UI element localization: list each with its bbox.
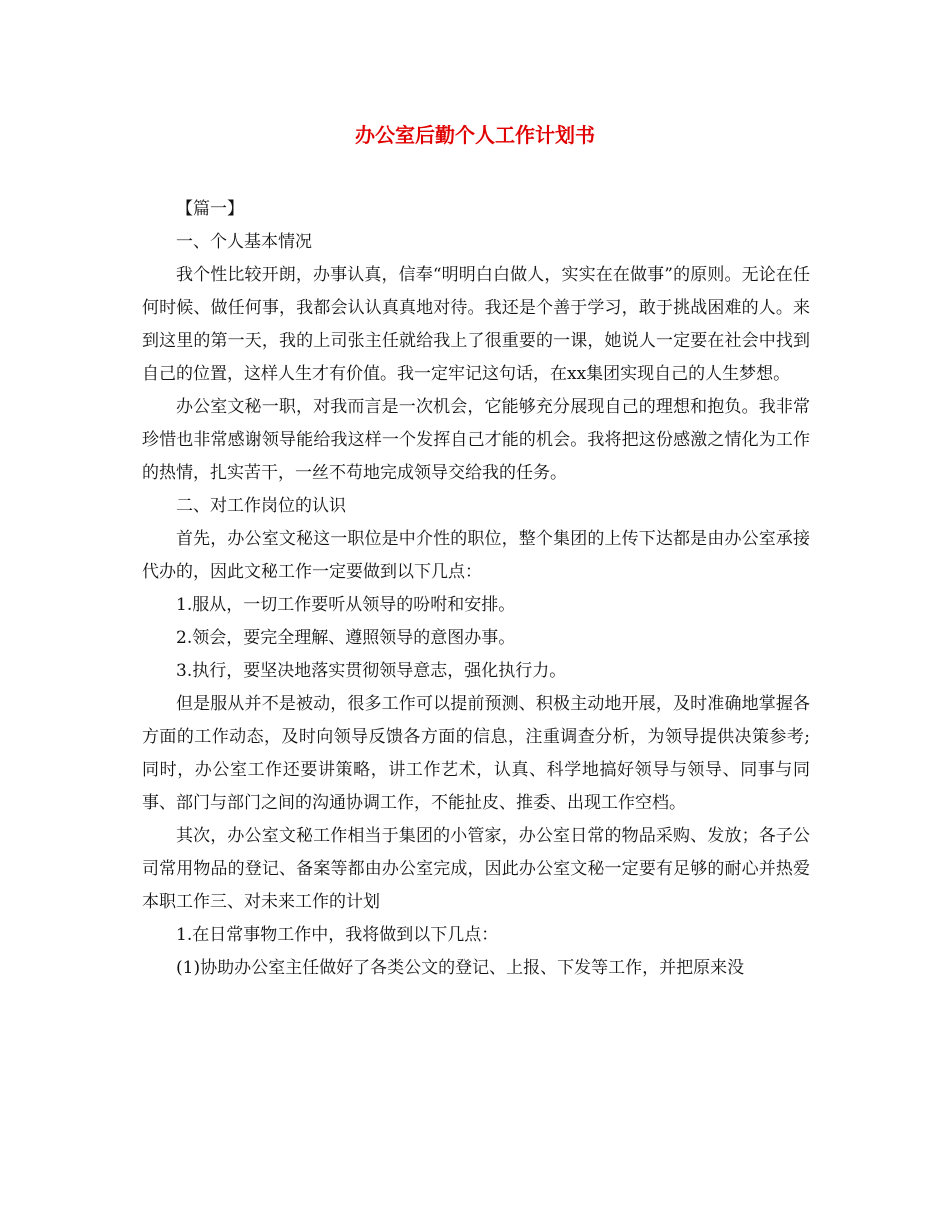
section-marker: 【篇一】: [176, 199, 244, 219]
list-item: 3.执行，要坚决地落实贯彻领导意志，强化执行力。: [176, 661, 567, 681]
document-title: 办公室后勤个人工作计划书: [355, 123, 595, 147]
list-item: 2.领会，要完全理解、遵照领导的意图办事。: [176, 628, 516, 648]
section-heading-1: 一、个人基本情况: [176, 232, 312, 252]
paragraph: 其次，办公室文秘工作相当于集团的小管家，办公室日常的物品采购、发放；各子公司常用物品的登记、备案等都由办公室完成，因此办公室文秘一定要有足够的耐心并热爱本职工作三、对未来工作的计划: [142, 826, 810, 912]
list-item: 1.在日常事物工作中，我将做到以下几点：: [176, 925, 499, 945]
paragraph: 但是服从并不是被动，很多工作可以提前预测、积极主动地开展，及时准确地掌握各方面的工作动态，及时向领导反馈各方面的信息，注重调查分析，为领导提供决策参考;同时，办公室工作还要讲策略，讲工作艺术，认真、科学地搞好领导与领导、同事与同事、部门与部门之间的沟通协调工作，不能扯皮、推委、出现工作空档。: [142, 694, 810, 813]
paragraph: 办公室文秘一职，对我而言是一次机会，它能够充分展现自己的理想和抱负。我非常珍惜也非常感谢领导能给我这样一个发挥自己才能的机会。我将把这份感激之情化为工作的热情，扎实苦干，一丝不苟地完成领导交给我的任务。: [142, 397, 810, 483]
section-heading-2: 二、对工作岗位的认识: [176, 496, 346, 516]
document-body: [142, 193, 810, 985]
paragraph: 首先，办公室文秘这一职位是中介性的职位，整个集团的上传下达都是由办公室承接代办的，因此文秘工作一定要做到以下几点：: [142, 529, 810, 582]
list-item: 1.服从，一切工作要听从领导的吩咐和安排。: [176, 595, 516, 615]
paragraph: 我个性比较开朗，办事认真，信奉“明明白白做人，实实在在做事”的原则。无论在任何时候、做任何事，我都会认认真真地对待。我还是个善于学习，敢于挑战困难的人。来到这里的第一天，我的上司张主任就给我上了很重要的一课，她说人一定要在社会中找到自己的位置，这样人生才有价值。我一定牢记这句话，在xx集团实现自己的人生梦想。: [142, 265, 810, 384]
list-item: (1)协助办公室主任做好了各类公文的登记、上报、下发等工作，并把原来没: [176, 958, 745, 978]
